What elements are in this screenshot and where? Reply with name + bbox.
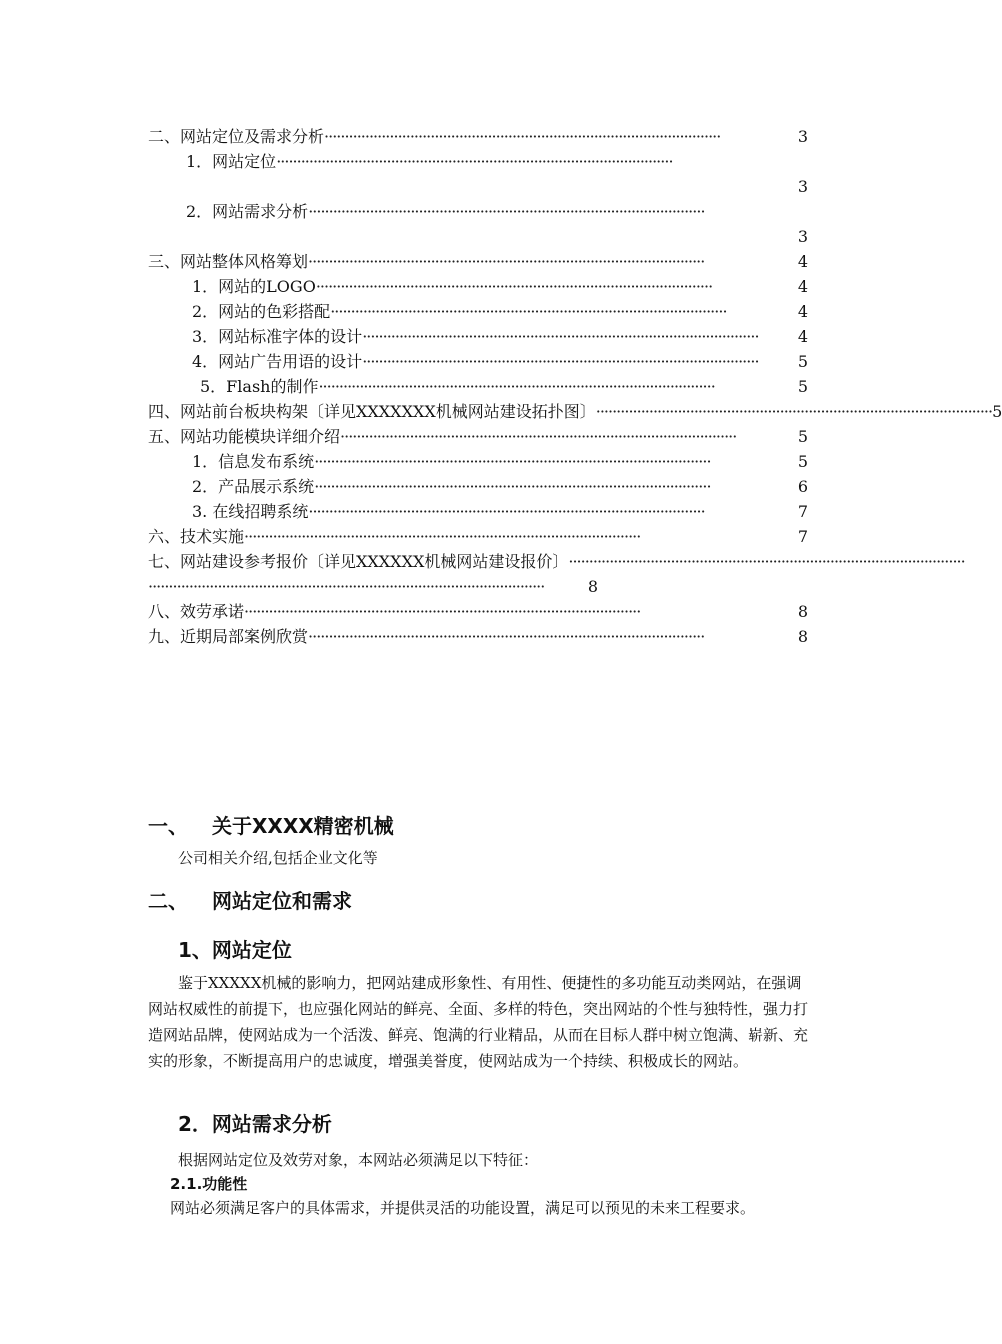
toc-entry[interactable]: 八、效劳承诺 ································································································· 8: [148, 602, 808, 621]
toc-entry-page: 3: [797, 177, 808, 196]
paragraph: 鉴于XXXXX机械的影响力，把网站建成形象性、有用性、便捷性的多功能互动类网站，在强调网站权威性的前提下，也应强化网站的鲜亮、全面、多样的特色，突出网站的个性与独特性，强力打造网站品牌，使网站成为一个活泼、鲜亮、饱满的行业精品，从而在目标人群中树立饱满、崭新、充实的形象，不断提高用户的忠诚度，增强美誉度，使网站成为一个持续、积极成长的网站。: [148, 974, 809, 1070]
toc-entry[interactable]: 2．网站的色彩搭配 ································································································· 4: [192, 302, 808, 321]
table-of-contents: [148, 124, 1002, 649]
toc-entry-page: 3: [797, 227, 808, 246]
toc-entry[interactable]: 三、网站整体风格筹划 ································································································· 4: [148, 252, 808, 271]
section-heading: 二、 网站定位和需求: [148, 889, 352, 913]
toc-entry[interactable]: 1．网站的LOGO ································································································· 4: [192, 277, 808, 296]
subsection-heading: 2．网站需求分析: [178, 1112, 332, 1136]
paragraph: 公司相关介绍,包括企业文化等: [178, 849, 378, 867]
toc-entry[interactable]: 2．网站需求分析 ·································································································: [186, 202, 705, 221]
toc-entry[interactable]: 六、技术实施 ································································································· 7: [148, 527, 808, 546]
toc-entry[interactable]: 1．信息发布系统 ································································································· 5: [192, 452, 808, 471]
toc-entry-continuation: ································································································· 8: [148, 577, 598, 596]
toc-entry[interactable]: 2．产品展示系统 ································································································· 6: [192, 477, 808, 496]
toc-entry[interactable]: 3. 在线招聘系统 ································································································· 7: [192, 502, 808, 521]
toc-entry[interactable]: 五、网站功能模块详细介绍 ································································································· 5: [148, 427, 808, 446]
toc-entry[interactable]: 四、网站前台板块构架〔详见XXXXXXX机械网站建设拓扑图〕 ································································································· 5: [148, 402, 1002, 421]
subsection-heading: 1、网站定位: [178, 938, 292, 962]
toc-entry[interactable]: 七、网站建设参考报价〔详见XXXXXX机械网站建设报价〕 ·································································································: [148, 552, 965, 571]
toc-entry[interactable]: 3．网站标准字体的设计 ································································································· 4: [192, 327, 808, 346]
toc-entry[interactable]: 二、网站定位及需求分析 ································································································· 3: [148, 127, 808, 146]
subsubsection-heading: 2.1.功能性: [170, 1175, 248, 1193]
paragraph: 网站必须满足客户的具体需求，并提供灵活的功能设置，满足可以预见的未来工程要求。: [170, 1199, 756, 1217]
toc-entry[interactable]: 九、近期局部案例欣赏 ································································································· 8: [148, 627, 808, 646]
toc-entry[interactable]: 4．网站广告用语的设计 ································································································· 5: [192, 352, 808, 371]
paragraph: 根据网站定位及效劳对象，本网站必须满足以下特征：: [178, 1151, 539, 1169]
section-heading: 一、 关于XXXX精密机械: [148, 814, 394, 838]
toc-entry[interactable]: 1．网站定位 ·································································································: [186, 152, 673, 171]
toc-entry[interactable]: 5．Flash的制作 ································································································· 5: [200, 377, 808, 396]
